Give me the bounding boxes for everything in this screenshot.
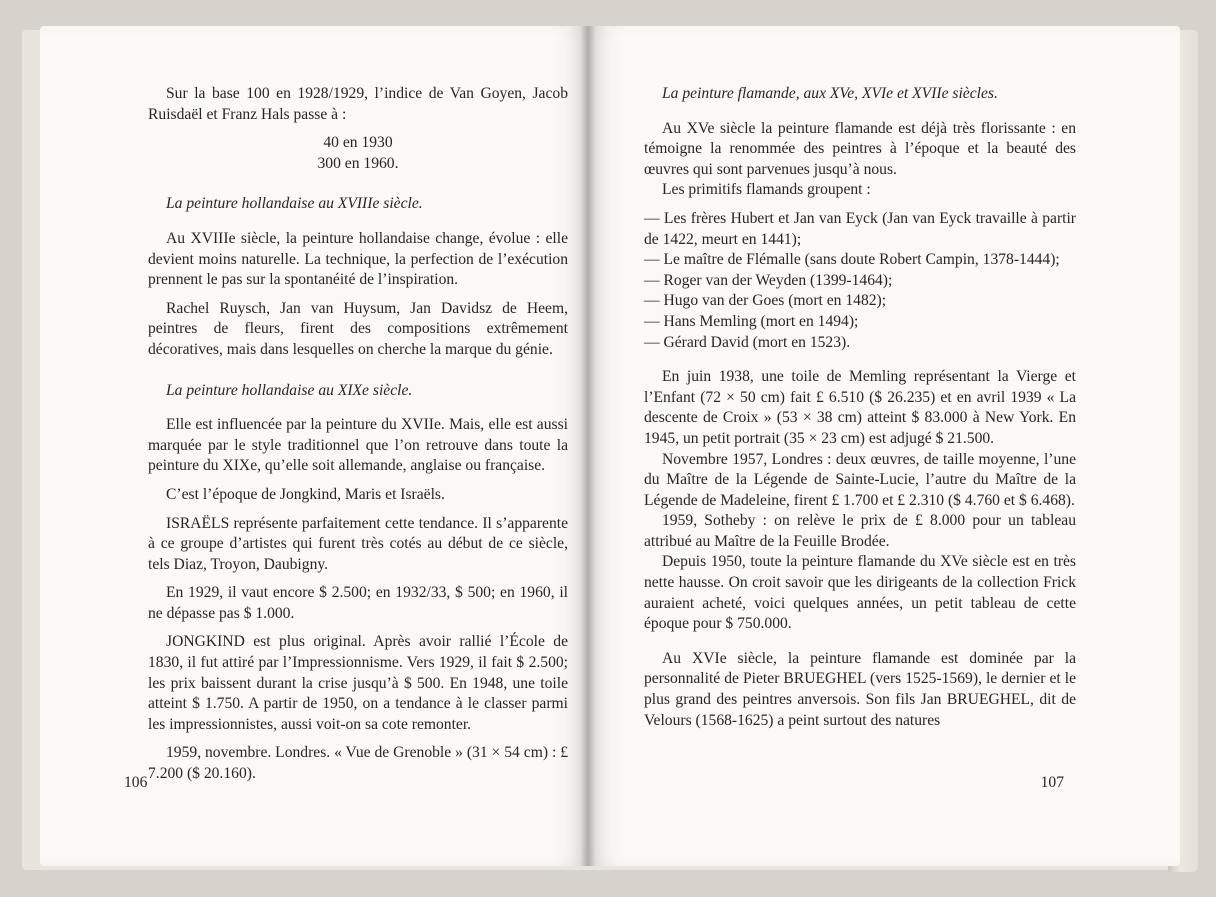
section-heading: La peinture hollandaise au XIXe siècle.: [166, 381, 413, 399]
paragraph: JONGKIND est plus original. Après avoir rallié l’École de 1830, il fut attiré par l’Impressionnisme. Vers 1929, il fait $ 2.500; les prix baissent durant la crise jusqu’à $ 500. En 1948, une toile atteint $ 1.750. A partir de 1950, on a tendance à le classer parmi les impressionnistes, aussi voit-on sa cote remonter.: [148, 633, 568, 733]
right-page-text: [644, 84, 1076, 731]
paragraph: ISRAËLS représente parfaitement cette tendance. Il s’apparente à ce groupe d’artistes qui furent très cotés au début de ce siècle, tels Diaz, Troyon, Daubigny.: [148, 514, 568, 573]
list-item: — Hugo van der Goes (mort en 1482);: [644, 292, 887, 310]
index-line: 300 en 1960.: [317, 154, 399, 172]
paragraph: Au XVIe siècle, la peinture flamande est dominée par la personnalité de Pieter BRUEGHEL (vers 1525-1569), le dernier et le plus grand des peintres anversois. Son fils Jan BRUEGHEL, dit de Velours (1568-1625) a peint surtout des natures: [644, 649, 1076, 729]
left-page-text: [148, 84, 568, 785]
list-item: — Gérard David (mort en 1523).: [644, 333, 851, 351]
paragraph: C’est l’époque de Jongkind, Maris et Israëls.: [166, 485, 445, 503]
section-heading: La peinture flamande, aux XVe, XVIe et XVIIe siècles.: [662, 85, 998, 102]
list-item: — Le maître de Flémalle (sans doute Robert Campin, 1378-1444);: [644, 251, 1060, 269]
section-heading: La peinture hollandaise au XVIIIe siècle.: [166, 195, 423, 213]
paragraph: Novembre 1957, Londres : deux œuvres, de taille moyenne, l’une du Maître de la Légende de Sainte-Lucie, l’autre du Maître de la Légende de Madeleine, firent £ 1.700 et £ 2.310 ($ 4.760 et $ 6.468).: [644, 450, 1076, 509]
paragraph: Rachel Ruysch, Jan van Huysum, Jan Davidsz de Heem, peintres de fleurs, firent des compositions extrêmement décoratives, mais dans lesquelles on cherche la marque du génie.: [148, 299, 568, 358]
index-line: 40 en 1930: [323, 134, 393, 152]
page-number: 106: [124, 774, 148, 791]
page-number: 107: [1040, 774, 1064, 791]
list-item: — Les frères Hubert et Jan van Eyck (Jan van Eyck travaille à partir de 1422, meurt en 1441);: [644, 209, 1076, 248]
painter-list: [644, 209, 1076, 353]
paragraph: En 1929, il vaut encore $ 2.500; en 1932/33, $ 500; en 1960, il ne dépasse pas $ 1.000.: [148, 584, 568, 622]
paragraph: 1959, Sotheby : on relève le prix de £ 8.000 pour un tableau attribué au Maître de la Feuille Brodée.: [644, 512, 1076, 550]
book-gutter: [580, 26, 596, 866]
right-page: [588, 26, 1180, 866]
paragraph: 1959, novembre. Londres. « Vue de Grenoble » (31 × 54 cm) : £ 7.200 ($ 20.160).: [148, 744, 568, 783]
left-page: [40, 26, 588, 866]
paragraph: Les primitifs flamands groupent :: [662, 181, 871, 199]
list-item: — Roger van der Weyden (1399-1464);: [644, 271, 893, 289]
paragraph: Sur la base 100 en 1928/1929, l’indice de Van Goyen, Jacob Ruisdaël et Franz Hals passe à :: [148, 85, 568, 123]
list-item: — Hans Memling (mort en 1494);: [644, 312, 859, 330]
paragraph: En juin 1938, une toile de Memling représentant la Vierge et l’Enfant (72 × 50 cm) fait £ 6.510 ($ 26.235) et en avril 1939 « La descente de Croix » (53 × 38 cm) atteint $ 83.000 à New York. En 1945, un petit portrait (35 × 23 cm) est adjugé $ 21.500.: [644, 368, 1076, 447]
paragraph: Au XVIIIe siècle, la peinture hollandaise change, évolue : elle devient moins naturelle. La technique, la perfection de l’exécution prennent le pas sur la spontanéité de l’inspiration.: [148, 229, 568, 289]
paragraph: Elle est influencée par la peinture du XVIIe. Mais, elle est aussi marquée par le style traditionnel que l’on retrouve dans toute la peinture du XIXe, qu’elle soit allemande, anglaise ou française.: [148, 416, 568, 475]
paragraph: Au XVe siècle la peinture flamande est déjà très florissante : en témoigne la renommée des peintres à l’époque et la beauté des œuvres qui sont parvenues jusqu’à nous.: [644, 119, 1076, 178]
paragraph: Depuis 1950, toute la peinture flamande du XVe siècle est en très nette hausse. On croit savoir que les dirigeants de la collection Frick auraient acheté, voici quelques années, un petit tableau de cette époque pour $ 750.000.: [644, 553, 1076, 633]
